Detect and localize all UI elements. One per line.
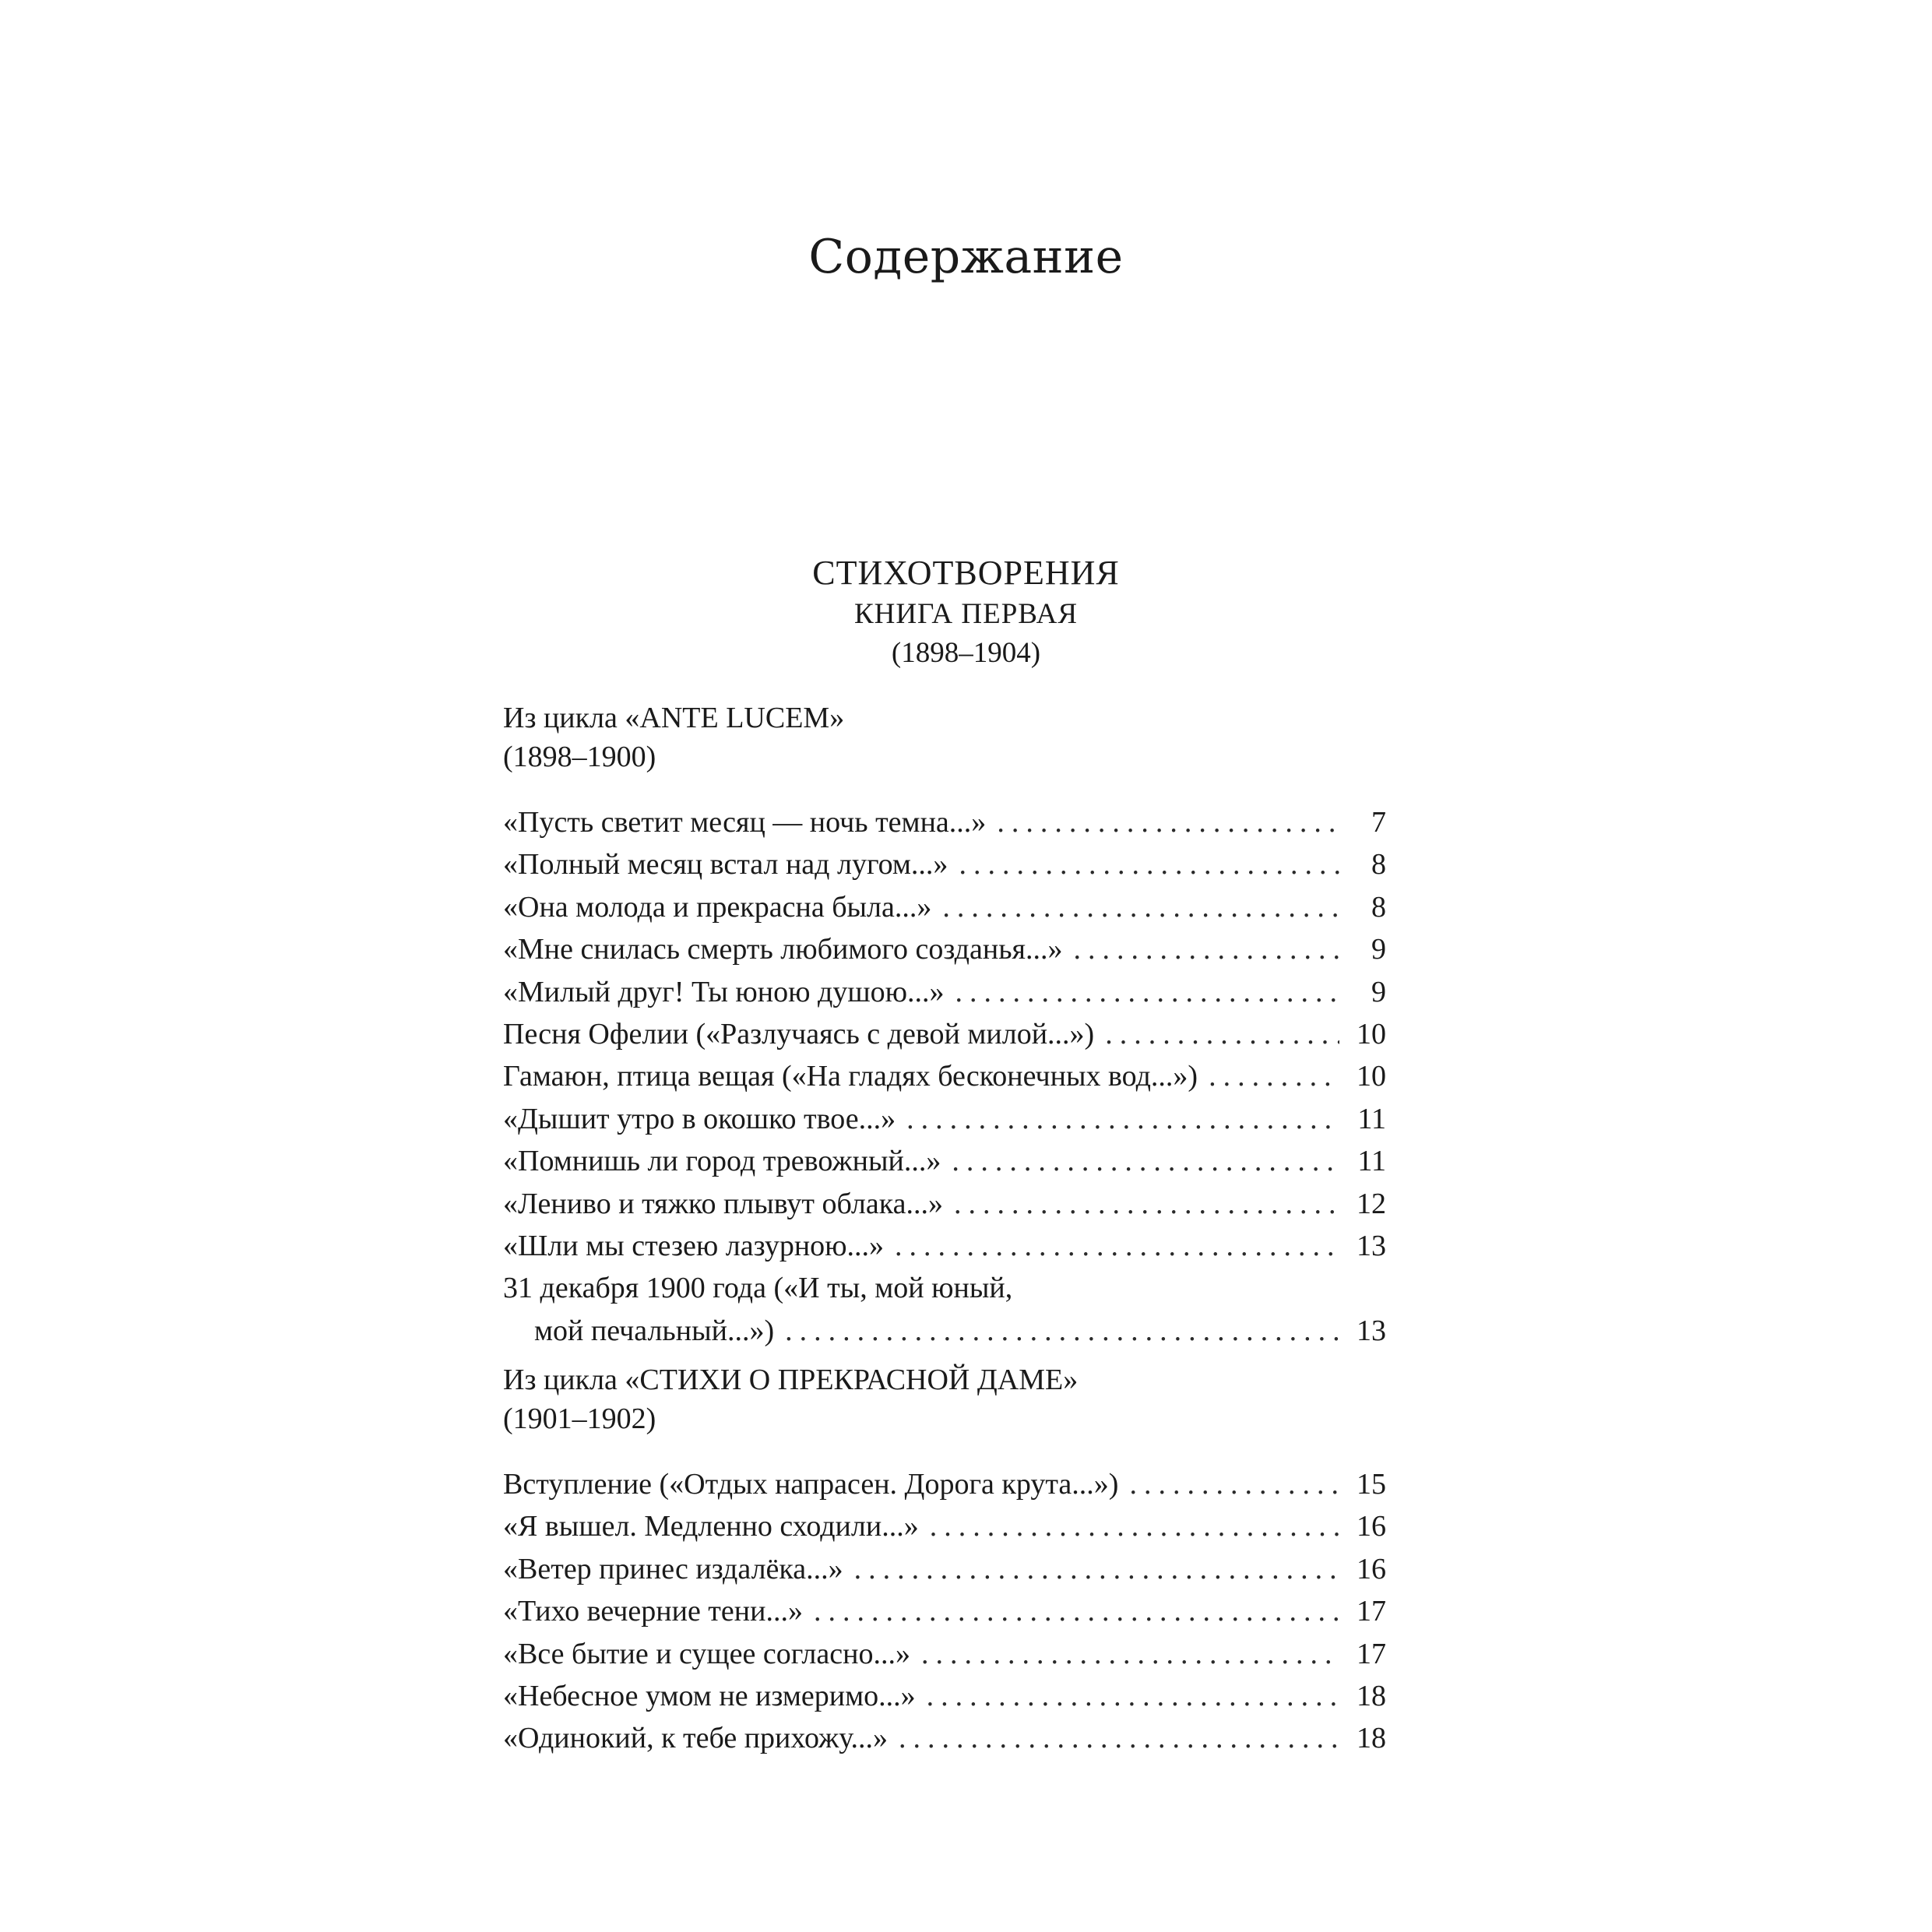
toc-entry[interactable]: [503, 1675, 1386, 1717]
toc-entry[interactable]: [503, 1548, 1386, 1590]
toc-entry-page: 10: [1357, 1060, 1386, 1093]
dot-leader: [814, 1590, 1339, 1632]
toc-entry-title: «Пусть светит месяц — ночь темна...»: [503, 806, 987, 839]
toc-entry-title: «Ветер принес издалёка...»: [503, 1552, 843, 1585]
toc-entry[interactable]: [503, 1055, 1386, 1097]
toc-entry-title: Песня Офелии («Разлучаясь с девой милой...»): [503, 1017, 1095, 1050]
dot-leader: [785, 1310, 1339, 1352]
page-title: Содержание: [808, 230, 1124, 284]
dot-leader: [930, 1505, 1339, 1547]
toc-entry-title: «Лениво и тяжко плывут облака...»: [503, 1187, 943, 1220]
toc-entry[interactable]: [503, 1717, 1386, 1759]
dot-leader: [921, 1633, 1339, 1675]
toc-entry-title: «Небесное умом не измеримо...»: [503, 1679, 916, 1712]
toc-entry-page: 17: [1357, 1595, 1386, 1628]
cycle-years: (1901–1902): [503, 1402, 656, 1435]
toc-entry[interactable]: [503, 801, 1386, 843]
cycle-title: Из цикла «ANTE LUCEM»: [503, 702, 845, 734]
toc-entry-page: 9: [1371, 975, 1386, 1008]
toc-entry[interactable]: [503, 928, 1386, 970]
dot-leader: [1209, 1055, 1339, 1097]
toc-entry-title: «Шли мы стезею лазурною...»: [503, 1229, 885, 1262]
section-title: СТИХОТВОРЕНИЯ: [812, 554, 1120, 592]
toc-entries: [503, 801, 1386, 1352]
toc-entry[interactable]: [503, 1590, 1386, 1632]
toc-entry[interactable]: [503, 1505, 1386, 1547]
toc-entry-page: 8: [1371, 848, 1386, 882]
dot-leader: [942, 886, 1339, 928]
dot-leader: [997, 801, 1339, 843]
toc-entry[interactable]: [503, 971, 1386, 1013]
toc-entry-page: 13: [1357, 1229, 1386, 1262]
dot-leader: [906, 1098, 1339, 1140]
toc-entry-title: «Одинокий, к тебе прихожу...»: [503, 1722, 888, 1755]
toc-entry[interactable]: [503, 1267, 1386, 1352]
toc-entry-title-line2: мой печальный...»): [534, 1314, 775, 1347]
toc-entry-page: 18: [1357, 1679, 1386, 1712]
toc-entry-page: 17: [1357, 1637, 1386, 1670]
toc-cycle-ante-lucem: [503, 699, 1386, 1352]
toc-entry[interactable]: [503, 843, 1386, 885]
toc-entries: [503, 1463, 1386, 1760]
dot-leader: [899, 1717, 1339, 1759]
toc-entry[interactable]: [503, 1633, 1386, 1675]
dot-leader: [854, 1548, 1339, 1590]
toc-entry-title: «Помнишь ли город тревожный...»: [503, 1145, 941, 1178]
toc-entry-page: 10: [1357, 1017, 1386, 1050]
toc-entry-title: Гамаюн, птица вещая («На гладях бесконечных вод...»): [503, 1060, 1198, 1093]
toc-entry[interactable]: [503, 1463, 1386, 1505]
toc-entry-page: 11: [1357, 1145, 1386, 1178]
toc-entry[interactable]: [503, 1140, 1386, 1182]
dot-leader: [1074, 928, 1339, 970]
toc-entry-title: «Я вышел. Медленно сходили...»: [503, 1510, 919, 1543]
toc-entry-page: 12: [1357, 1187, 1386, 1220]
toc-entry-title: «Полный месяц встал над лугом...»: [503, 848, 948, 882]
toc-entry-page: 16: [1357, 1510, 1386, 1543]
toc-entry-page: 7: [1371, 806, 1386, 839]
toc-entry-page: 9: [1371, 933, 1386, 966]
toc-entry-page: 11: [1357, 1102, 1386, 1135]
toc-entry-title: «Тихо вечерние тени...»: [503, 1595, 803, 1628]
dot-leader: [959, 843, 1339, 885]
toc-cycle-beautiful-lady: [503, 1360, 1386, 1760]
toc-entry[interactable]: [503, 1183, 1386, 1225]
toc-entry-page: 18: [1357, 1722, 1386, 1755]
dot-leader: [954, 1183, 1339, 1225]
cycle-title: Из цикла «СТИХИ О ПРЕКРАСНОЙ ДАМЕ»: [503, 1364, 1079, 1396]
toc-entry-page: 13: [1357, 1314, 1386, 1347]
toc-entry-title: «Дышит утро в окошко твое...»: [503, 1102, 896, 1135]
dot-leader: [952, 1140, 1339, 1182]
toc-entry-title: «Она молода и прекрасна была...»: [503, 890, 932, 924]
toc-entry-page: 16: [1357, 1552, 1386, 1585]
dot-leader: [1129, 1463, 1339, 1505]
toc-entry[interactable]: [503, 1098, 1386, 1140]
toc-entry-title: Вступление («Отдых напрасен. Дорога крута...»): [503, 1468, 1119, 1501]
toc-entry-title: «Милый друг! Ты юною душою...»: [503, 975, 945, 1008]
toc-entry-title-line1: 31 декабря 1900 года («И ты, мой юный,: [503, 1272, 1013, 1305]
toc-entry[interactable]: [503, 1225, 1386, 1267]
section-subtitle: КНИГА ПЕРВАЯ: [853, 598, 1079, 630]
dot-leader: [955, 971, 1339, 1013]
section-years: (1898–1904): [891, 637, 1041, 669]
cycle-years: (1898–1900): [503, 741, 656, 773]
section-header: [0, 551, 1932, 673]
toc-entry[interactable]: [503, 1013, 1386, 1055]
toc-entry-title: «Мне снилась смерть любимого созданья...»: [503, 933, 1063, 966]
toc-entry[interactable]: [503, 886, 1386, 928]
dot-leader: [927, 1675, 1339, 1717]
dot-leader: [1105, 1013, 1339, 1055]
dot-leader: [895, 1225, 1339, 1267]
toc-entry-page: 15: [1357, 1468, 1386, 1501]
toc-entry-page: 8: [1371, 890, 1386, 924]
toc-entry-title: «Все бытие и сущее согласно...»: [503, 1637, 910, 1670]
